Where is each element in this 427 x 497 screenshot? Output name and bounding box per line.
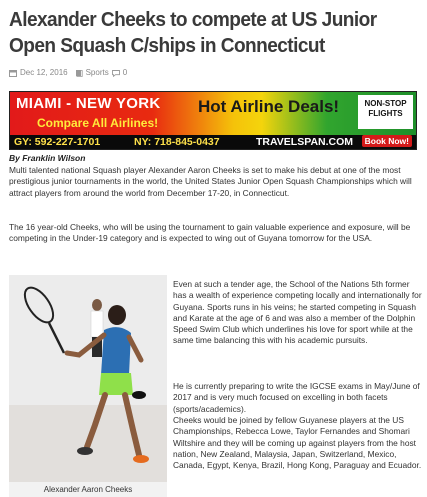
article-byline: By Franklin Wilson	[9, 153, 86, 163]
article-title: Alexander Cheeks to compete at US Junior Open Squash C/ships in Connecticut	[9, 8, 377, 57]
banner-deals: Hot Airline Deals!	[198, 97, 340, 116]
travelspan-ad-banner[interactable]	[9, 91, 417, 150]
body-paragraph-4: He is currently preparing to write the IGCSE exams in May/June of 2017 and is very much focused on excelling in both facets (sports/academics).	[173, 381, 420, 414]
banner-headline: MIAMI - NEW YORK	[16, 95, 161, 112]
body-paragraph-1: Multi talented national Squash player Alexander Aaron Cheeks is set to make his debut at one of the most prestigious junior tournaments in the world, the United States Junior Open Squash Championships which will attract players from around the world from December 17-20, in Connecticut.	[9, 165, 412, 198]
body-paragraph-2: The 16 year-old Cheeks, who will be using the tournament to gain valuable experience and exposure, will be competing in the Under-19 category and is expected to wing out of Guyana tomorrow for the USA.	[9, 222, 411, 244]
article-photo	[9, 275, 167, 497]
banner-phone-ny: NY: 718-845-0437	[134, 136, 220, 148]
photo-caption: Alexander Aaron Cheeks	[43, 485, 133, 494]
calendar-icon	[9, 69, 17, 77]
comment-count-link[interactable]: 0	[122, 68, 128, 77]
book-icon	[75, 69, 83, 77]
book-now-button[interactable]: Book Now!	[362, 135, 412, 147]
article-meta	[9, 68, 127, 77]
banner-phone-gy: GY: 592-227-1701	[14, 136, 101, 148]
banner-site: TRAVELSPAN.COM	[256, 136, 354, 148]
squash-player-illustration	[9, 275, 167, 482]
body-paragraph-3: Even at such a tender age, the School of the Nations 5th former has a wealth of experience competing locally and internationally for Guyana. Sports runs in his veins; he started competing in Squash and Karate at the age of 6 and was also a member of the Dolphin Speed Swim Club which underlines his love for sport while at the same time balancing this with his academic pursuits.	[173, 279, 422, 346]
article-category-link[interactable]: Sports	[85, 68, 109, 77]
body-paragraph-5: Cheeks would be joined by fellow Guyanese players at the US Championships, Rebecca Lowe, Taylor Fernandes and Shomari Wiltshire and they will be coming up against players from the host nation, New Zealand, Malaysia, Japan, Switzerland, Mexico, Canada, Egypt, Kenya, Brazil, Hong Kong, Paraguay and Ecuador.	[173, 415, 422, 471]
banner-nonstop-badge: NON-STOP FLIGHTS	[358, 95, 413, 129]
comment-icon	[112, 69, 120, 77]
article-date: Dec 12, 2016	[20, 68, 68, 77]
banner-subhead: Compare All Airlines!	[37, 116, 159, 130]
